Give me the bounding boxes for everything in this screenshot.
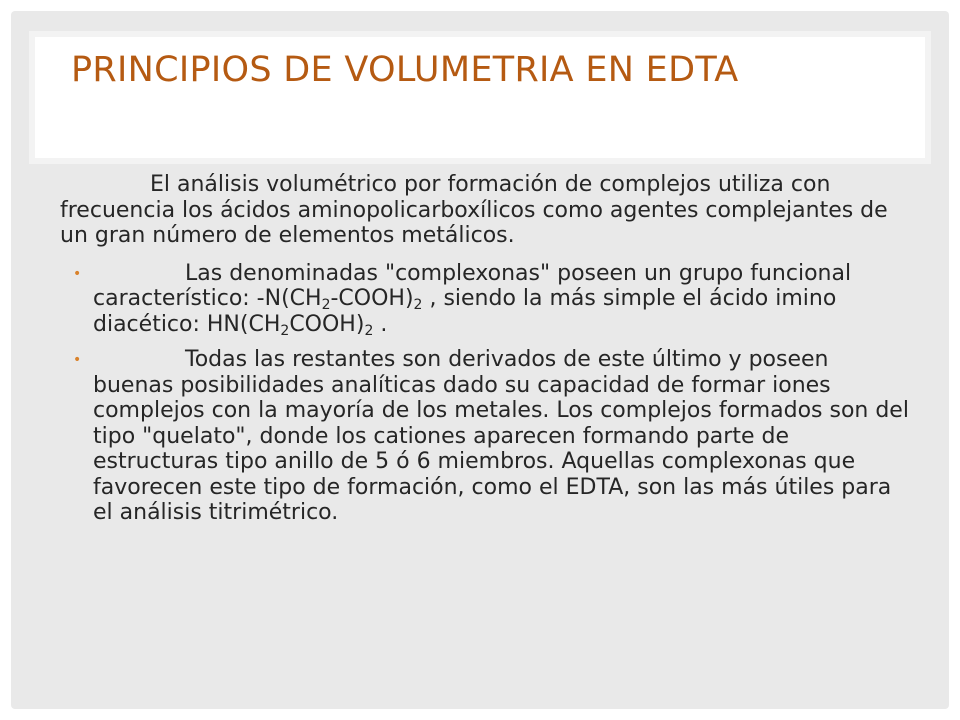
bullet-text-complexonas — [93, 261, 910, 338]
intro-paragraph: El análisis volumétrico por formación de complejos utiliza con frecuencia los ácidos aminopolicarboxílicos como agentes complejantes de un gran número de elementos metálicos. — [60, 172, 888, 248]
formula-text: , siendo la más simple el ácido imino diacético: HN(CH — [93, 286, 837, 337]
bullet-text-derivados: Todas las restantes son derivados de este último y poseen buenas posibilidades analíticas dado su capacidad de formar iones complejos con la mayoría de los metales. Los complejos formados son del tipo "quelato", donde los cationes aparecen formando parte de estructuras tipo anillo de 5 ó 6 miembros. Aquellas complexonas que favorecen este tipo de formación, como el EDTA, son las más útiles para el análisis titrimétrico. — [93, 347, 909, 525]
bullet-icon: • — [73, 352, 82, 368]
bullet-item-complexonas — [60, 261, 910, 338]
formula-text: Las denominadas "complexonas" poseen un grupo funcional característico: -N(CH — [93, 260, 852, 311]
subscript: 2 — [413, 297, 423, 313]
slide-title: PRINCIPIOS DE VOLUMETRIA EN EDTA — [71, 50, 739, 90]
formula-text: . — [373, 311, 388, 337]
bullet-list — [60, 261, 910, 526]
bullet-item-derivados — [60, 347, 910, 526]
slide-body — [60, 172, 910, 536]
subscript: 2 — [321, 297, 331, 313]
formula-text: -COOH) — [330, 286, 414, 311]
formula-text: COOH) — [289, 311, 365, 337]
bullet-icon: • — [73, 265, 82, 282]
subscript: 2 — [280, 322, 290, 339]
subscript: 2 — [364, 322, 374, 339]
